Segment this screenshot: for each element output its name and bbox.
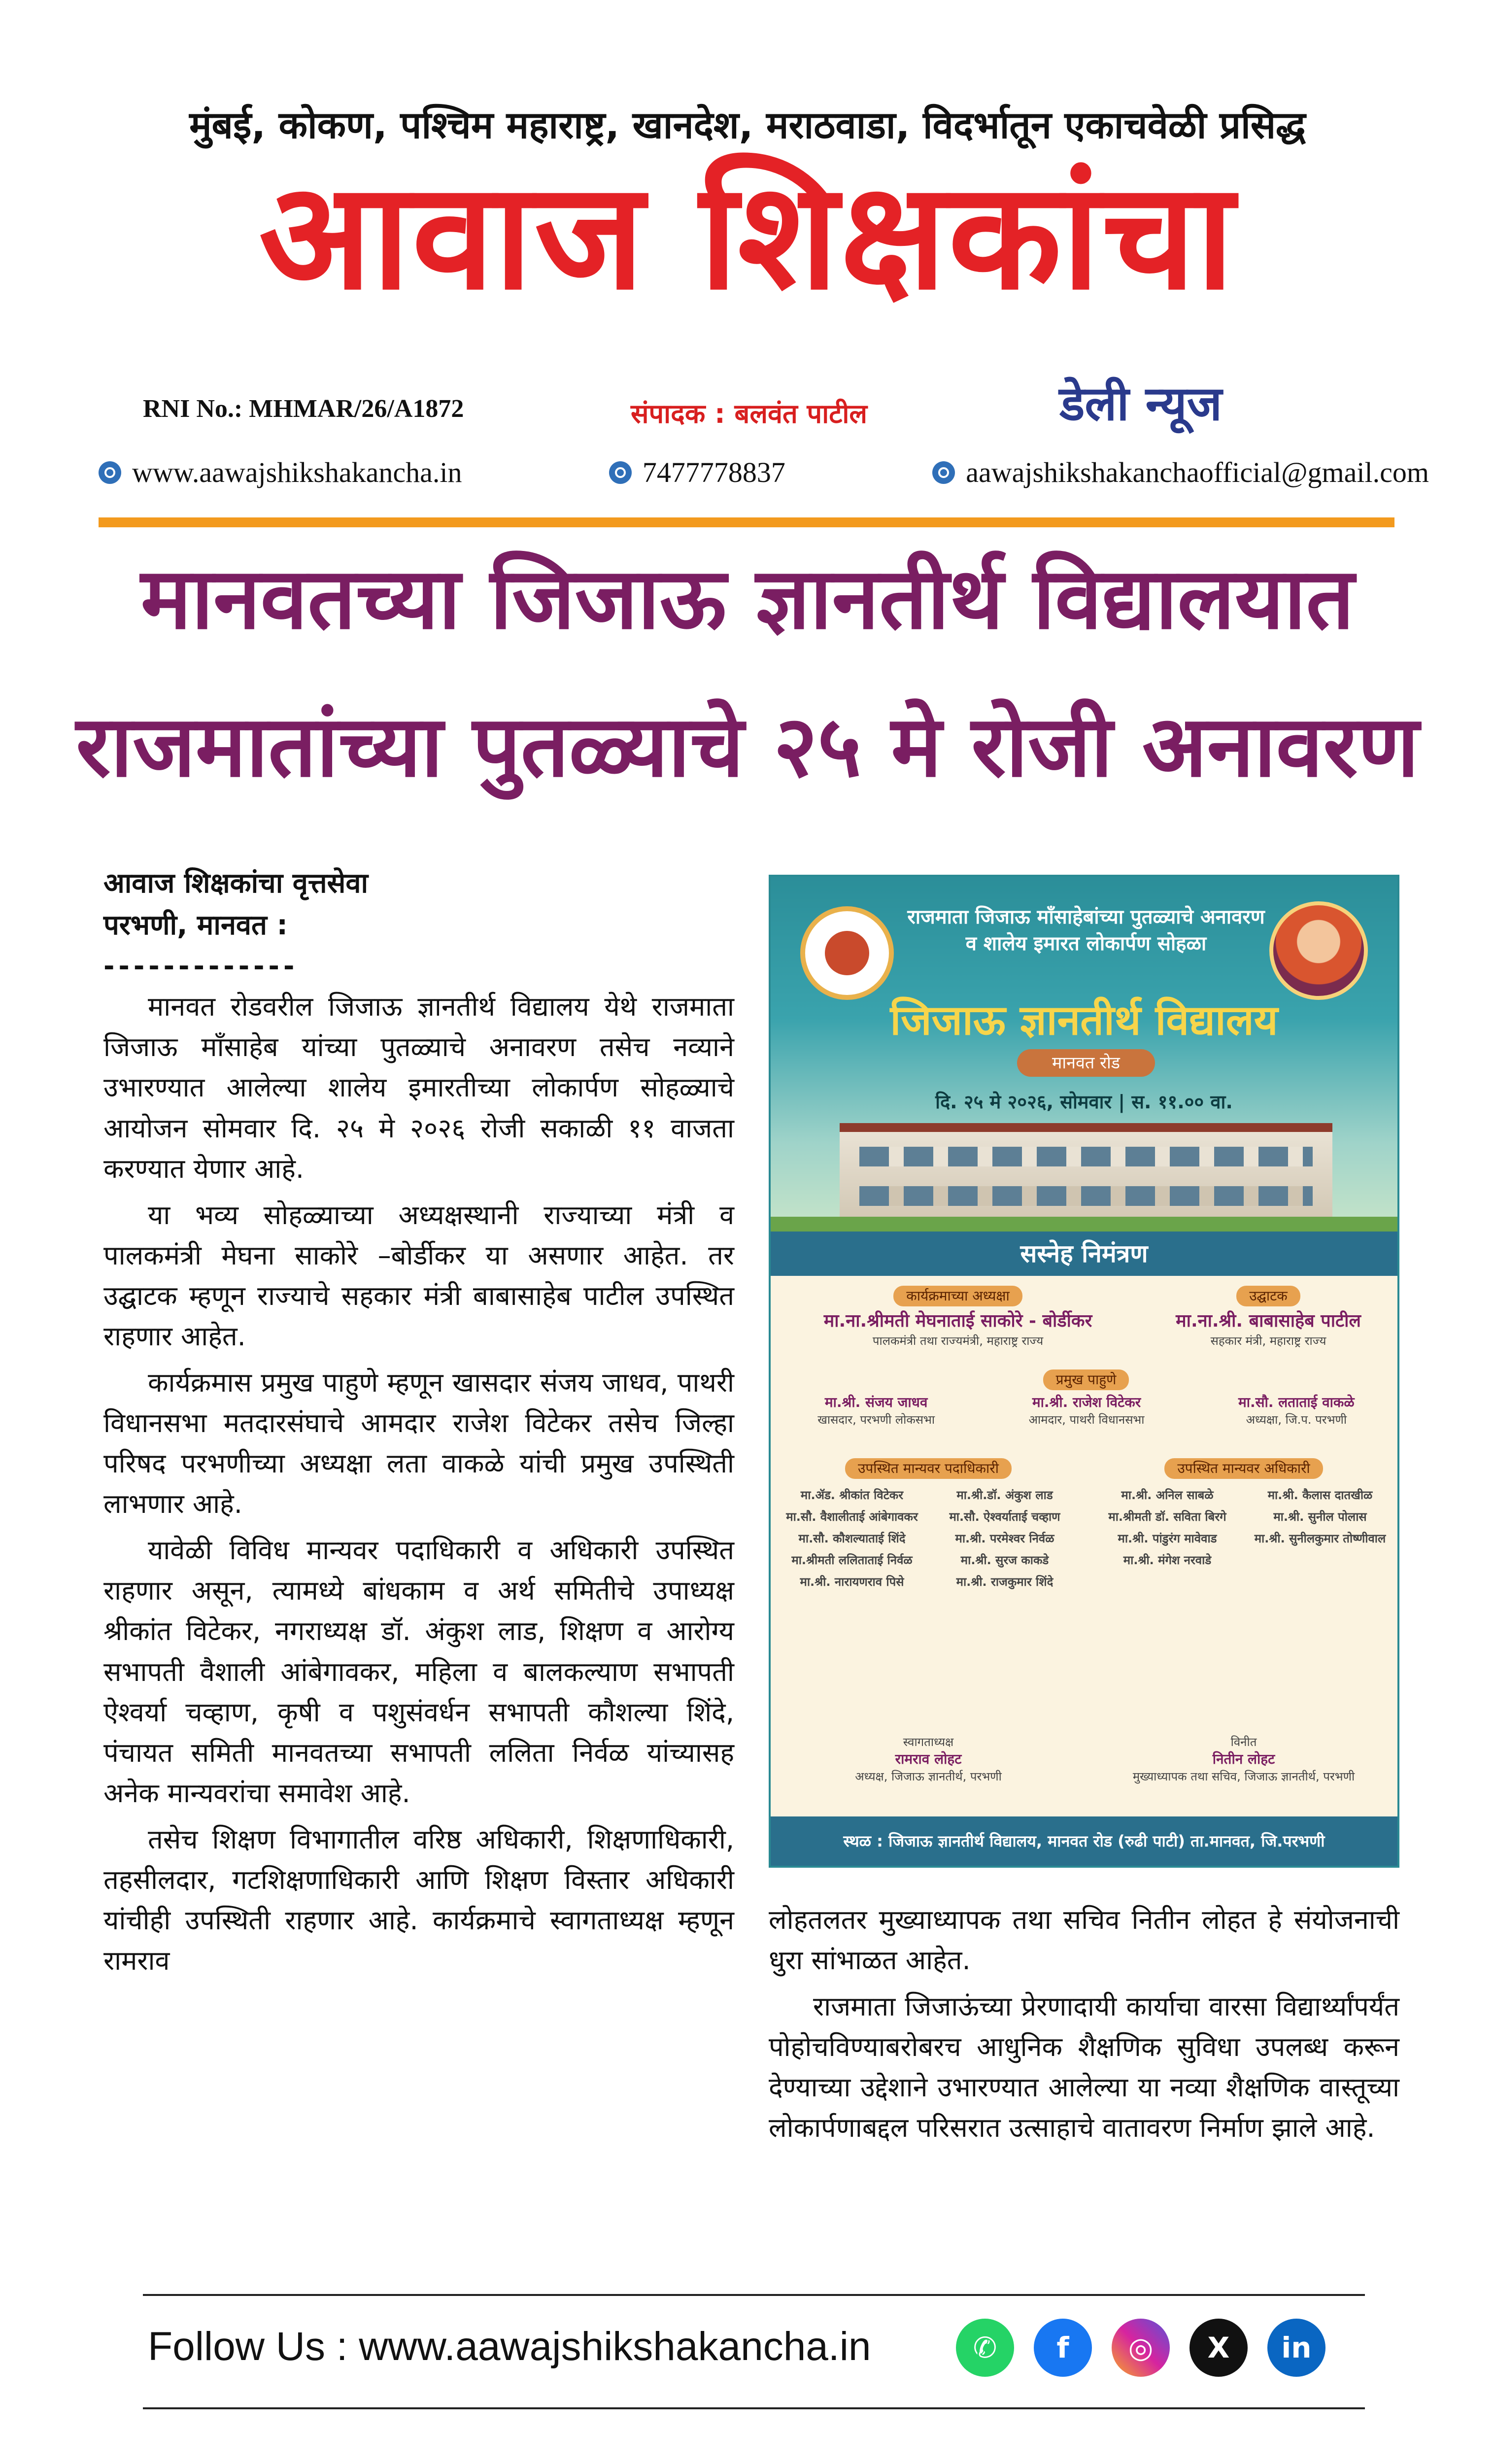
guest-name: मा.श्री. संजय जाधव [824,1394,928,1410]
poster-invite-heading: सस्नेह निमंत्रण [771,1232,1397,1276]
inaugurator-role: सहकार मंत्री, महाराष्ट्र राज्य [1210,1334,1326,1348]
poster-school-name: जिजाऊ ज्ञानतीर्थ विद्यालय [890,996,1278,1044]
president-role: पालकमंत्री तथा राज्यमंत्री, महाराष्ट्र राज्य [872,1334,1044,1348]
newspaper-title: आवाज शिक्षकांचा [259,150,1236,322]
contact-phone[interactable] [609,456,785,489]
poster-inaugurator [1145,1286,1392,1349]
official-name: मा.श्री. सुरज काकडे [960,1553,1049,1567]
phone-icon [609,461,632,484]
poster-officers-heading [1096,1458,1392,1482]
official-name: मा.सौ. वैशालीताई आंबेगावकर [786,1510,918,1524]
poster-ground [771,1217,1397,1232]
officer-name: मा.श्री. कैलास दातखीळ [1267,1488,1373,1502]
poster-guests [771,1369,1399,1428]
officers-badge: उपस्थित मान्यवर अधिकारी [1164,1458,1323,1479]
article-paragraph: राजमाता जिजाऊंच्या प्रेरणादायी कार्याचा वारसा विद्यार्थ्यांपर्यंत पोहोचविण्याबरोबरच आधुनिक शैक्षणिक सुविधा उपलब्ध करून देण्याच्या उद्देशाने उभारण्यात आलेल्या या नव्या शैक्षणिक वास्तूच्या लोकार्पणाबद्दल परिसरात उत्साहाचे वातावरण निर्माण झाले आहे. [769,1991,1399,2144]
president-badge: कार्यक्रमाच्या अध्यक्षा [893,1286,1022,1306]
officer-name: मा.श्री. मंगेश नरवाडे [1123,1553,1212,1567]
article-paragraph: लोहतलतर मुख्याध्यापक तथा सचिव नितीन लोहत हे संयोजनाची धुरा सांभाळत आहेत. [769,1904,1399,1976]
headline-line-1: मानवतच्या जिजाऊ ज्ञानतीर्थ विद्यालयात [140,549,1355,648]
website-text: www.aawajshikshakancha.in [132,456,462,488]
guest-item [1238,1393,1355,1428]
guest-item [817,1393,935,1428]
president-name: मा.ना.श्रीमती मेघनाताई साकोरे - बोर्डीकर [823,1310,1092,1331]
facebook-icon[interactable]: f [1034,2319,1092,2377]
article-paragraph: या भव्य सोहळ्याच्या अध्यक्षस्थानी राज्याच्या मंत्री व पालकमंत्री मेघना साकोरे –बोर्डीकर या असणार आहेत. तर उद्घाटक म्हणून राज्याचे सहकार मंत्री बाबासाहेब पाटील उपस्थित राहणार आहेत. [103,1199,734,1352]
article-paragraph: मानवत रोडवरील जिजाऊ ज्ञानतीर्थ विद्यालय येथे राजमाता जिजाऊ माँसाहेब यांच्या पुतळ्याचे अनावरण तसेच नव्याने उभारण्यात आलेल्या शालेय इमारतीच्या लोकार्पण सोहळ्याचे आयोजन सोमवार दि. २५ मे २०२६ रोजी सकाळी ११ वाजता करण्यात येणार आहे. [103,991,734,1184]
poster-road-badge: मानवत रोड [1017,1049,1155,1077]
poster-welcome [781,1734,1076,1785]
poster-president [781,1286,1135,1349]
school-building-illustration [840,1123,1332,1232]
inaugurator-name: मा.ना.श्री. बाबासाहेब पाटील [1176,1310,1361,1331]
inaugurator-badge: उद्घाटक [1236,1286,1300,1306]
article-source: आवाज शिक्षकांचा वृत्तसेवा [103,867,369,899]
officers-list [1096,1488,1392,1568]
poster-event-title: राजमाता जिजाऊ माँसाहेबांच्या पुतळ्याचे अनावरण व शालेय इमारत लोकार्पण सोहळा [907,906,1265,955]
humble-label: विनीत [1230,1735,1257,1749]
officer-name: मा.श्री. सुनील पोलास [1273,1510,1367,1524]
article-column-right [769,1900,1399,2154]
official-name: मा.सौ. कौशल्याताई शिंदे [798,1532,906,1545]
school-logo-icon [800,906,894,1000]
article-separator: ------------- [103,951,299,982]
social-links [956,2319,1325,2377]
welcome-label: स्वागताध्यक्ष [903,1735,954,1749]
poster-humble [1096,1734,1392,1785]
official-name: मा.सौ. ऐश्वर्याताई चव्हाण [949,1510,1060,1524]
article-paragraph: यावेळी विविध मान्यवर पदाधिकारी व अधिकारी उपस्थित राहणार असून, त्यामध्ये बांधकाम व अर्थ समितीचे उपाध्यक्ष श्रीकांत विटेकर, नगराध्यक्ष डॉ. अंकुश लाड, शिक्षण व आरोग्य सभापती वैशाली आंबेगावकर, महिला व बालकल्याण सभापती ऐश्वर्या चव्हाण, कृषी व पशुसंवर्धन सभापती कौशल्या शिंदे, पंचायत समिती मानवतच्या सभापती ललिता निर्वळ यांच्यासह अनेक मान्यवरांचा समावेश आहे. [103,1535,734,1809]
poster-date: दि. २५ मे २०२६, सोमवार | स. ११.०० वा. [935,1091,1233,1113]
headline-line-2: राजमातांच्या पुतळ्याचे २५ मे रोजी अनावरण [76,697,1419,796]
guest-role: आमदार, पाथरी विधानसभा [1028,1412,1145,1427]
editor-name: संपादक : बलवंत पाटील [631,398,868,429]
header-divider [99,517,1394,527]
daily-news-label: डेली न्यूज [1059,376,1222,431]
email-text: aawajshikshakanchaofficial@gmail.com [966,456,1429,488]
officer-name: मा.श्रीमती डॉ. सविता बिरगे [1108,1510,1226,1524]
phone-text: 7477778837 [642,456,785,488]
contact-email[interactable] [932,456,1429,489]
guest-role: खासदार, परभणी लोकसभा [817,1412,935,1427]
rni-number: RNI No.: MHMAR/26/A1872 [143,395,464,423]
humble-name: नितीन लोहट [1212,1751,1275,1768]
instagram-icon[interactable]: ◎ [1112,2319,1170,2377]
footer-bottom-rule [143,2407,1365,2409]
contact-website[interactable] [99,456,462,489]
officer-name: मा.श्री. पांडुरंग मावेवाड [1118,1532,1217,1545]
official-name: मा.श्री. परमेश्वर निर्वळ [955,1532,1054,1545]
official-name: मा.श्री. नारायणराव पिसे [800,1575,904,1589]
poster-officials-heading [781,1458,1076,1482]
article-place: परभणी, मानवत : [103,909,288,942]
guest-role: अध्यक्षा, जि.प. परभणी [1246,1412,1347,1427]
email-icon [932,461,955,484]
whatsapp-icon[interactable]: ✆ [956,2319,1014,2377]
official-name: मा.ॲड. श्रीकांत विटेकर [800,1488,904,1502]
guest-name: मा.श्री. राजेश विटेकर [1032,1394,1141,1410]
globe-icon [99,461,121,484]
masthead-tagline: मुंबई, कोकण, पश्चिम महाराष्ट्र, खानदेश, मराठवाडा, विदर्भातून एकाचवेळी प्रसिद्ध [189,103,1306,147]
invitation-poster [769,875,1399,1868]
article-paragraph: तसेच शिक्षण विभागातील वरिष्ठ अधिकारी, शिक्षणाधिकारी, तहसीलदार, गटशिक्षणाधिकारी आणि शिक्षण विस्तार अधिकारी यांचीही उपस्थिती राहणार आहे. कार्यक्रमाचे स्वागताध्यक्ष म्हणून रामराव [103,1823,734,1977]
article-paragraph: कार्यक्रमास प्रमुख पाहुणे म्हणून खासदार संजय जाधव, पाथरी विधानसभा मतदारसंघाचे आमदार राजेश विटेकर तसेच जिल्हा परिषद परभणीच्या अध्यक्षा लता वाकळे यांची प्रमुख उपस्थिती लाभणार आहे. [103,1367,734,1520]
welcome-name: रामराव लोहट [895,1751,962,1768]
contact-bar [99,456,1429,489]
linkedin-icon[interactable]: in [1267,2319,1325,2377]
official-name: मा.श्री. राजकुमार शिंदे [956,1575,1053,1589]
guests-badge: प्रमुख पाहुणे [1043,1369,1129,1390]
footer-top-rule [143,2294,1365,2296]
jijau-portrait-icon [1269,901,1368,1000]
poster-venue: स्थळ : जिजाऊ ज्ञानतीर्थ विद्यालय, मानवत रोड (रुढी पाटी) ता.मानवत, जि.परभणी [771,1816,1397,1866]
x-icon[interactable]: X [1189,2319,1248,2377]
officials-badge: उपस्थित मान्यवर पदाधिकारी [845,1458,1012,1479]
humble-role: मुख्याध्यापक तथा सचिव, जिजाऊ ज्ञानतीर्थ, परभणी [1132,1770,1355,1784]
follow-us-text[interactable]: Follow Us : www.aawajshikshakancha.in [148,2324,871,2369]
officer-name: मा.श्री. सुनीलकुमार तोष्णीवाल [1254,1532,1386,1545]
official-name: मा.श्री.डॉ. अंकुश लाड [956,1488,1053,1502]
welcome-role: अध्यक्ष, जिजाऊ ज्ञानतीर्थ, परभणी [855,1770,1002,1784]
article-column-left [103,862,734,1987]
official-name: मा.श्रीमती ललिताताई निर्वळ [791,1553,913,1567]
guest-item [1029,1393,1145,1428]
officer-name: मा.श्री. अनिल साबळे [1121,1488,1214,1502]
officials-list [781,1488,1076,1589]
guest-name: मा.सौ. लताताई वाकळे [1238,1394,1355,1410]
